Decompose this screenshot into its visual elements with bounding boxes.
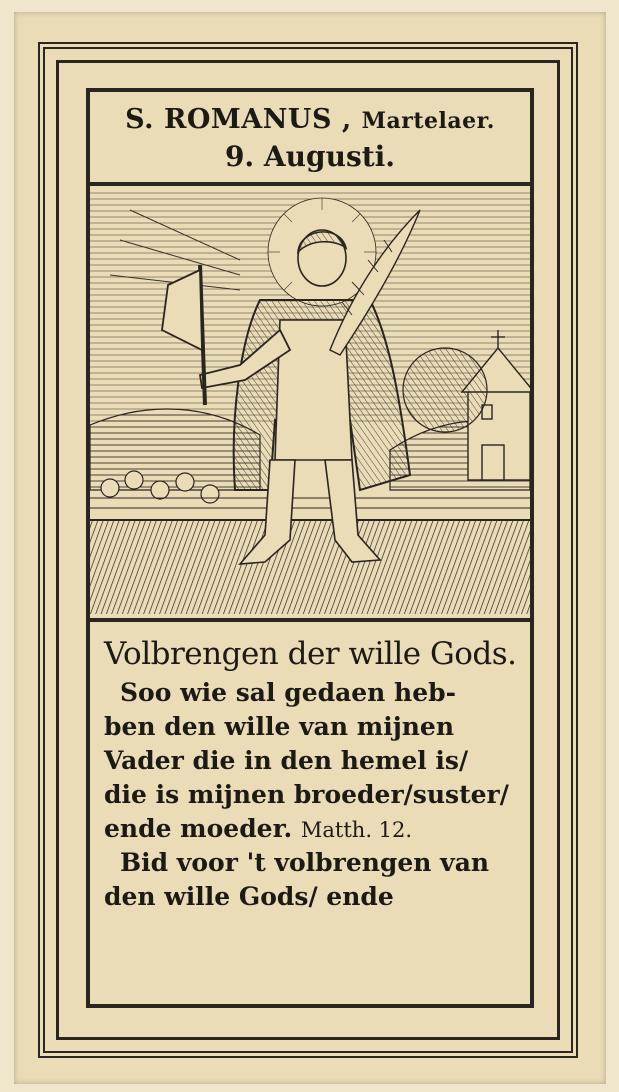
prayer-line: den wille Gods/ ende [104,882,394,911]
scripture-reference: Matth. 12. [300,818,413,842]
verse-line-last [104,812,504,847]
verse-line: Soo wie sal gedaen heb- [120,678,456,707]
saint-woodcut-icon [90,190,530,614]
verse-line: Vader die in den hemel is/ [104,746,469,775]
verse-line: die is mijnen broeder/suster/ [104,780,509,809]
feast-date: 9. Augusti. [224,140,396,173]
saint-title [90,104,530,135]
saint-title-suffix: Martelaer. [361,108,495,134]
section-heading: Volbrengen der wille Gods. [104,636,517,672]
verse-ending: ende moeder. [104,814,293,843]
verse-line: ben den wille van mijnen [104,712,455,741]
prayer-line: Bid voor 't volbrengen van [120,848,490,877]
saint-name: S. ROMANUS , [125,104,352,135]
